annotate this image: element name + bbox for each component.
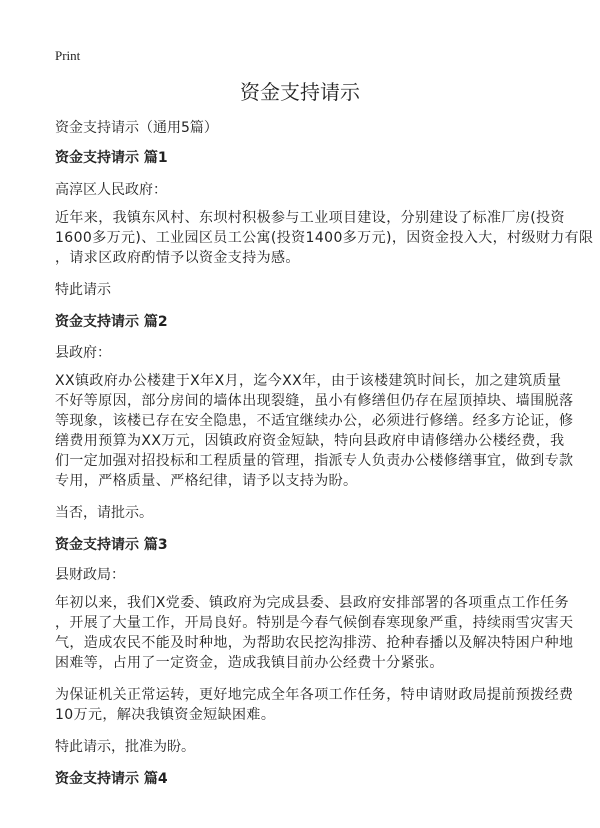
section-heading: 资金支持请示 篇2 xyxy=(55,314,168,330)
text-line: 1600多万元)、工业园区员工公寓(投资1400多万元)，因资金投入大，村级财力有限 xyxy=(55,230,594,246)
text-line: XX镇政府办公楼建于X年X月，迄今XX年，由于该楼建筑时间长，加之建筑质量 xyxy=(55,373,562,389)
text-line: 困难等，占用了一定资金，造成我镇目前办公经费十分紧张。 xyxy=(55,655,444,671)
section-heading: 资金支持请示 篇1 xyxy=(55,150,168,166)
text-line: ，请求区政府酌情予以资金支持为感。 xyxy=(55,250,300,266)
salutation: 高淳区人民政府： xyxy=(55,182,167,198)
closing: 当否，请批示。 xyxy=(55,505,153,521)
text-line: 专用，严格质量、严格纪律，请予以支持为盼。 xyxy=(55,473,358,489)
paragraph xyxy=(55,593,573,673)
paragraph xyxy=(55,371,573,491)
salutation: 县财政局： xyxy=(55,567,125,583)
text-line: ，开展了大量工作，开局良好。特别是今春气候倒春寒现象严重，持续雨雪灾害天 xyxy=(55,615,574,631)
text-line: 年初以来，我们X党委、镇政府为完成县委、县政府安排部署的各项重点工作任务 xyxy=(55,595,569,611)
text-line: 们一定加强对招投标和工程质量的管理，指派专人负责办公楼修缮事宜，做到专款 xyxy=(55,453,574,469)
subtitle: 资金支持请示（通用5篇） xyxy=(55,120,218,136)
print-link[interactable]: Print xyxy=(55,48,81,63)
text-line: 不好等原因，部分房间的墙体出现裂缝，虽小有修缮但仍存在屋顶掉块、墙围脱落 xyxy=(55,393,574,409)
salutation: 县政府： xyxy=(55,345,111,361)
text-line: 近年来，我镇东风村、东坝村积极参与工业项目建设，分别建设了标准厂房(投资 xyxy=(55,210,565,226)
text-line: 气，造成农民不能及时种地，为帮助农民挖沟排涝、抢种春播以及解决特困户种地 xyxy=(55,635,574,651)
closing: 特此请示 xyxy=(55,282,111,298)
paragraph xyxy=(55,685,573,725)
closing: 特此请示，批准为盼。 xyxy=(55,739,195,755)
text-line: 为保证机关正常运转，更好地完成全年各项工作任务，特申请财政局提前预拨经费 xyxy=(55,687,574,703)
text-line: 等现象，该楼已存在安全隐患，不适宜继续办公，必须进行修缮。经多方论证，修 xyxy=(55,413,574,429)
page-title: 资金支持请示 xyxy=(240,80,360,104)
text-line: 缮费用预算为XX万元，因镇政府资金短缺，特向县政府申请修缮办公楼经费，我 xyxy=(55,433,565,449)
text-line: 10万元，解决我镇资金短缺困难。 xyxy=(55,707,276,723)
section-heading: 资金支持请示 篇3 xyxy=(55,537,168,553)
section-heading: 资金支持请示 篇4 xyxy=(55,771,168,787)
paragraph xyxy=(55,208,593,268)
